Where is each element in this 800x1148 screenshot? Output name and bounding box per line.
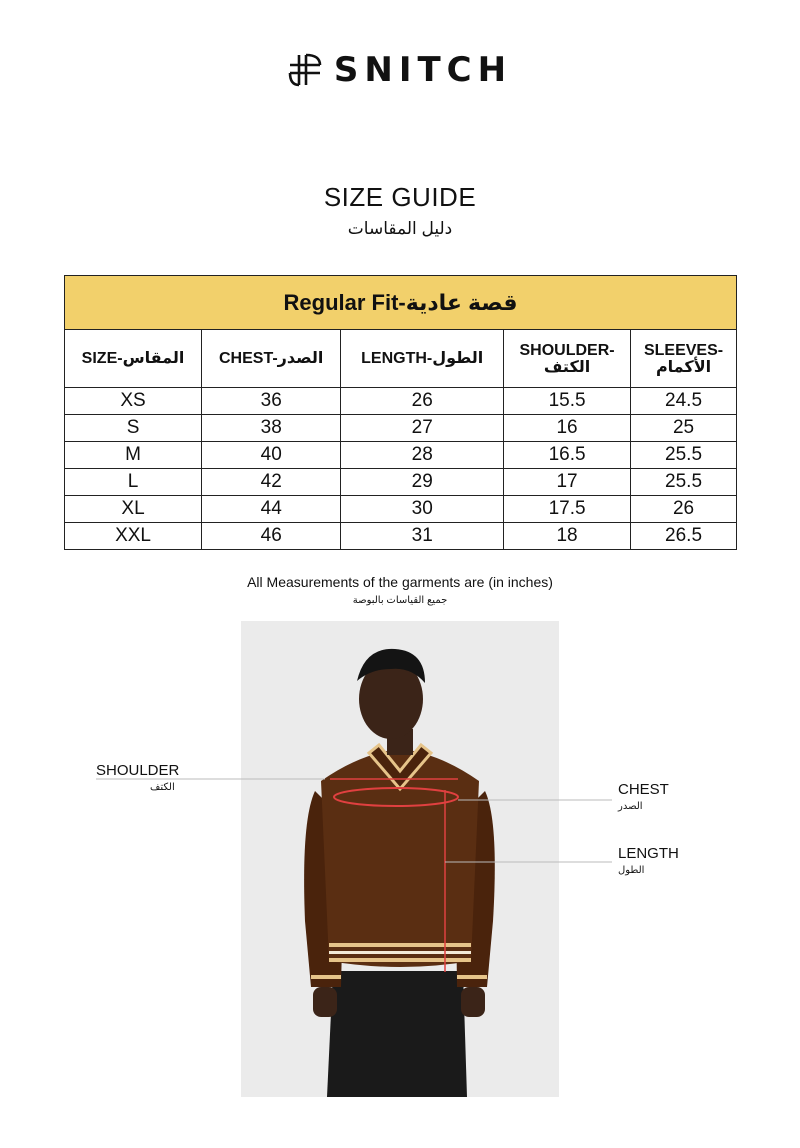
cell-size: XS [65, 388, 202, 415]
cell-size: XL [65, 496, 202, 523]
table-header-row [65, 330, 737, 388]
table-row [65, 415, 737, 442]
table-row [65, 523, 737, 550]
cell-length: 26 [341, 388, 504, 415]
cell-chest: 44 [202, 496, 341, 523]
cell-shoulder: 17 [504, 469, 631, 496]
cell-chest: 38 [202, 415, 341, 442]
column-header-shoulder: SHOULDER- الكتف [504, 330, 631, 388]
size-table [64, 275, 737, 550]
cell-chest: 40 [202, 442, 341, 469]
table-row [65, 469, 737, 496]
cell-shoulder: 16.5 [504, 442, 631, 469]
cell-chest: 36 [202, 388, 341, 415]
cell-shoulder: 17.5 [504, 496, 631, 523]
column-header-sleeves: SLEEVES- الأكمام [631, 330, 737, 388]
brand-logo [0, 50, 800, 90]
model-photo [241, 621, 559, 1097]
cell-sleeves: 26.5 [631, 523, 737, 550]
chest-label-arabic: الصدر [618, 801, 643, 812]
length-label-arabic: الطول [618, 865, 645, 876]
cell-sleeves: 25.5 [631, 442, 737, 469]
cell-shoulder: 18 [504, 523, 631, 550]
length-label: LENGTH [618, 845, 679, 862]
cell-shoulder: 16 [504, 415, 631, 442]
cell-size: M [65, 442, 202, 469]
cell-size: S [65, 415, 202, 442]
cell-length: 30 [341, 496, 504, 523]
cell-sleeves: 25 [631, 415, 737, 442]
chest-label: CHEST [618, 781, 669, 798]
cell-size: XXL [65, 523, 202, 550]
column-header-size: SIZE-المقاس [65, 330, 202, 388]
cell-size: L [65, 469, 202, 496]
cell-length: 31 [341, 523, 504, 550]
measurement-note: All Measurements of the garments are (in inches) [247, 574, 553, 590]
table-row [65, 496, 737, 523]
cell-chest: 42 [202, 469, 341, 496]
model-illustration [241, 621, 559, 1097]
cell-sleeves: 25.5 [631, 469, 737, 496]
cell-length: 29 [341, 469, 504, 496]
cell-sleeves: 24.5 [631, 388, 737, 415]
page-title: SIZE GUIDE [323, 182, 477, 212]
cell-length: 27 [341, 415, 504, 442]
shoulder-label-arabic: الكتف [150, 782, 175, 793]
shoulder-label: SHOULDER [96, 762, 180, 779]
fit-label: Regular Fit-قصة عادية [65, 276, 737, 330]
brand-mark-icon [288, 53, 322, 87]
cell-shoulder: 15.5 [504, 388, 631, 415]
table-row [65, 388, 737, 415]
column-header-length: LENGTH-الطول [341, 330, 504, 388]
measurement-note-arabic: جميع القياسات بالبوصة [352, 595, 448, 606]
brand-name: SNITCH [333, 50, 513, 90]
cell-sleeves: 26 [631, 496, 737, 523]
page-title-arabic: دليل المقاسات [347, 219, 453, 238]
column-header-chest: CHEST-الصدر [202, 330, 341, 388]
table-row [65, 442, 737, 469]
cell-length: 28 [341, 442, 504, 469]
cell-chest: 46 [202, 523, 341, 550]
